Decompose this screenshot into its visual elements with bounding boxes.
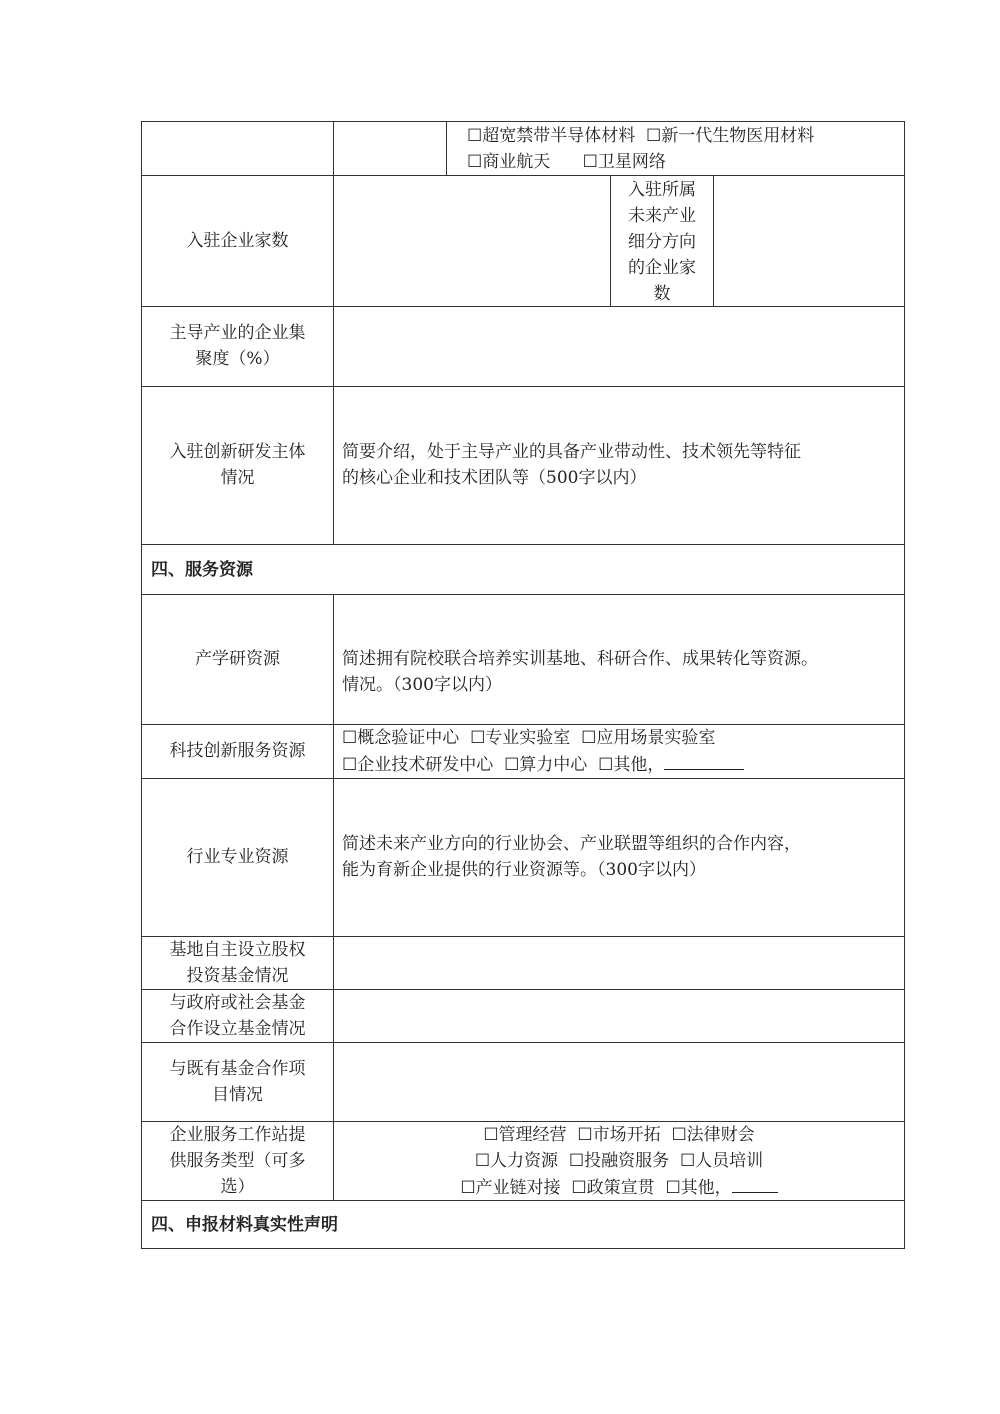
industry-resources-content-line-1: 简述未来产业方向的行业协会、产业联盟等组织的合作内容， [342, 834, 801, 854]
section-declaration-title: 四、申报材料真实性声明 [151, 1215, 338, 1235]
industry-univ-content-line-2: 情况。（300字以内） [342, 675, 502, 695]
gov-fund-value-cell[interactable] [333, 989, 905, 1043]
tech-services-label: 科技创新服务资源 [169, 741, 306, 761]
rd-entities-label-line-2: 情况 [220, 468, 255, 488]
option-industry-chain[interactable]: ☐产业链对接 [460, 1178, 561, 1198]
option-enterprise-rd-center[interactable]: ☐企业技术研发中心 [342, 755, 494, 775]
enterprise-count-label: 入驻企业家数 [186, 231, 289, 251]
enterprise-count-value-cell[interactable] [333, 175, 611, 307]
section-service-resources-cell [141, 544, 905, 595]
row-top-label-cell [141, 121, 334, 176]
option-management[interactable]: ☐管理经营 [483, 1125, 567, 1145]
service-station-options-line-3 [333, 1174, 905, 1201]
rd-entities-content-line-1: 简要介绍，处于主导产业的具备产业带动性、技术领先等特征 [342, 442, 801, 462]
concentration-label-line-1: 主导产业的企业集 [169, 323, 306, 343]
concentration-label-line-2: 聚度（%） [195, 349, 280, 369]
option-scenario-lab[interactable]: ☐应用场景实验室 [581, 728, 716, 748]
sub-direction-label-line-1: 入驻所属 [628, 180, 696, 200]
section-service-resources-title: 四、服务资源 [151, 560, 253, 580]
option-human-resources[interactable]: ☐人力资源 [474, 1151, 559, 1171]
sub-direction-value-cell[interactable] [713, 175, 905, 307]
rd-entities-content-line-2: 的核心企业和技术团队等（500字以内） [342, 468, 647, 488]
sub-direction-label-line-3: 细分方向 [628, 232, 696, 252]
tech-services-options-line-2 [342, 751, 744, 778]
rd-entities-label-line-1: 入驻创新研发主体 [169, 442, 306, 462]
service-station-label-line-2: 供服务类型（可多 [169, 1151, 306, 1171]
future-industry-options-line-2[interactable]: ☐商业航天 ☐卫星网络 [467, 152, 666, 172]
option-other[interactable]: ☐其他， [598, 755, 665, 775]
gov-fund-label-line-1: 与政府或社会基金 [169, 993, 306, 1013]
industry-univ-label: 产学研资源 [195, 649, 280, 669]
industry-resources-content-line-2: 能为育新企业提供的行业资源等。（300字以内） [342, 860, 706, 880]
option-computing-center[interactable]: ☐算力中心 [504, 755, 588, 775]
existing-fund-value-cell[interactable] [333, 1042, 905, 1122]
option-policy-promotion[interactable]: ☐政策宣贯 [571, 1178, 655, 1198]
equity-fund-value-cell[interactable] [333, 936, 905, 990]
option-staff-training[interactable]: ☐人员培训 [679, 1151, 764, 1171]
service-station-options-line-1 [333, 1122, 905, 1148]
sub-direction-label-line-5: 数 [653, 284, 671, 304]
option-other-service[interactable]: ☐其他， [665, 1178, 732, 1198]
option-concept-verification[interactable]: ☐概念验证中心 [342, 728, 460, 748]
industry-resources-label: 行业专业资源 [186, 847, 289, 867]
existing-fund-label-line-2: 目情况 [212, 1085, 263, 1105]
option-legal-finance[interactable]: ☐法律财会 [671, 1125, 755, 1145]
other-fill-blank[interactable] [664, 751, 744, 770]
service-station-label-line-3: 选） [220, 1177, 255, 1197]
equity-fund-label-line-1: 基地自主设立股权 [169, 940, 306, 960]
gov-fund-label-line-2: 合作设立基金情况 [169, 1019, 306, 1039]
option-investment-financing[interactable]: ☐投融资服务 [568, 1151, 670, 1171]
equity-fund-label-line-2: 投资基金情况 [186, 966, 289, 986]
option-market-expansion[interactable]: ☐市场开拓 [577, 1125, 661, 1145]
tech-services-options-line-1 [342, 725, 715, 751]
other-service-fill-blank[interactable] [732, 1174, 778, 1193]
sub-direction-label-line-4: 的企业家 [628, 258, 696, 278]
service-station-options-line-2 [333, 1148, 905, 1174]
service-station-label-line-1: 企业服务工作站提 [169, 1125, 306, 1145]
existing-fund-label-line-1: 与既有基金合作项 [169, 1059, 306, 1079]
industry-univ-content-line-1: 简述拥有院校联合培养实训基地、科研合作、成果转化等资源。 [342, 649, 818, 669]
sub-direction-label-line-2: 未来产业 [628, 206, 696, 226]
future-industry-options-line-1[interactable]: ☐超宽禁带半导体材料 ☐新一代生物医用材料 [467, 126, 815, 146]
row-top-mid-cell [333, 121, 447, 176]
option-professional-lab[interactable]: ☐专业实验室 [470, 728, 571, 748]
concentration-value-cell[interactable] [333, 306, 905, 387]
